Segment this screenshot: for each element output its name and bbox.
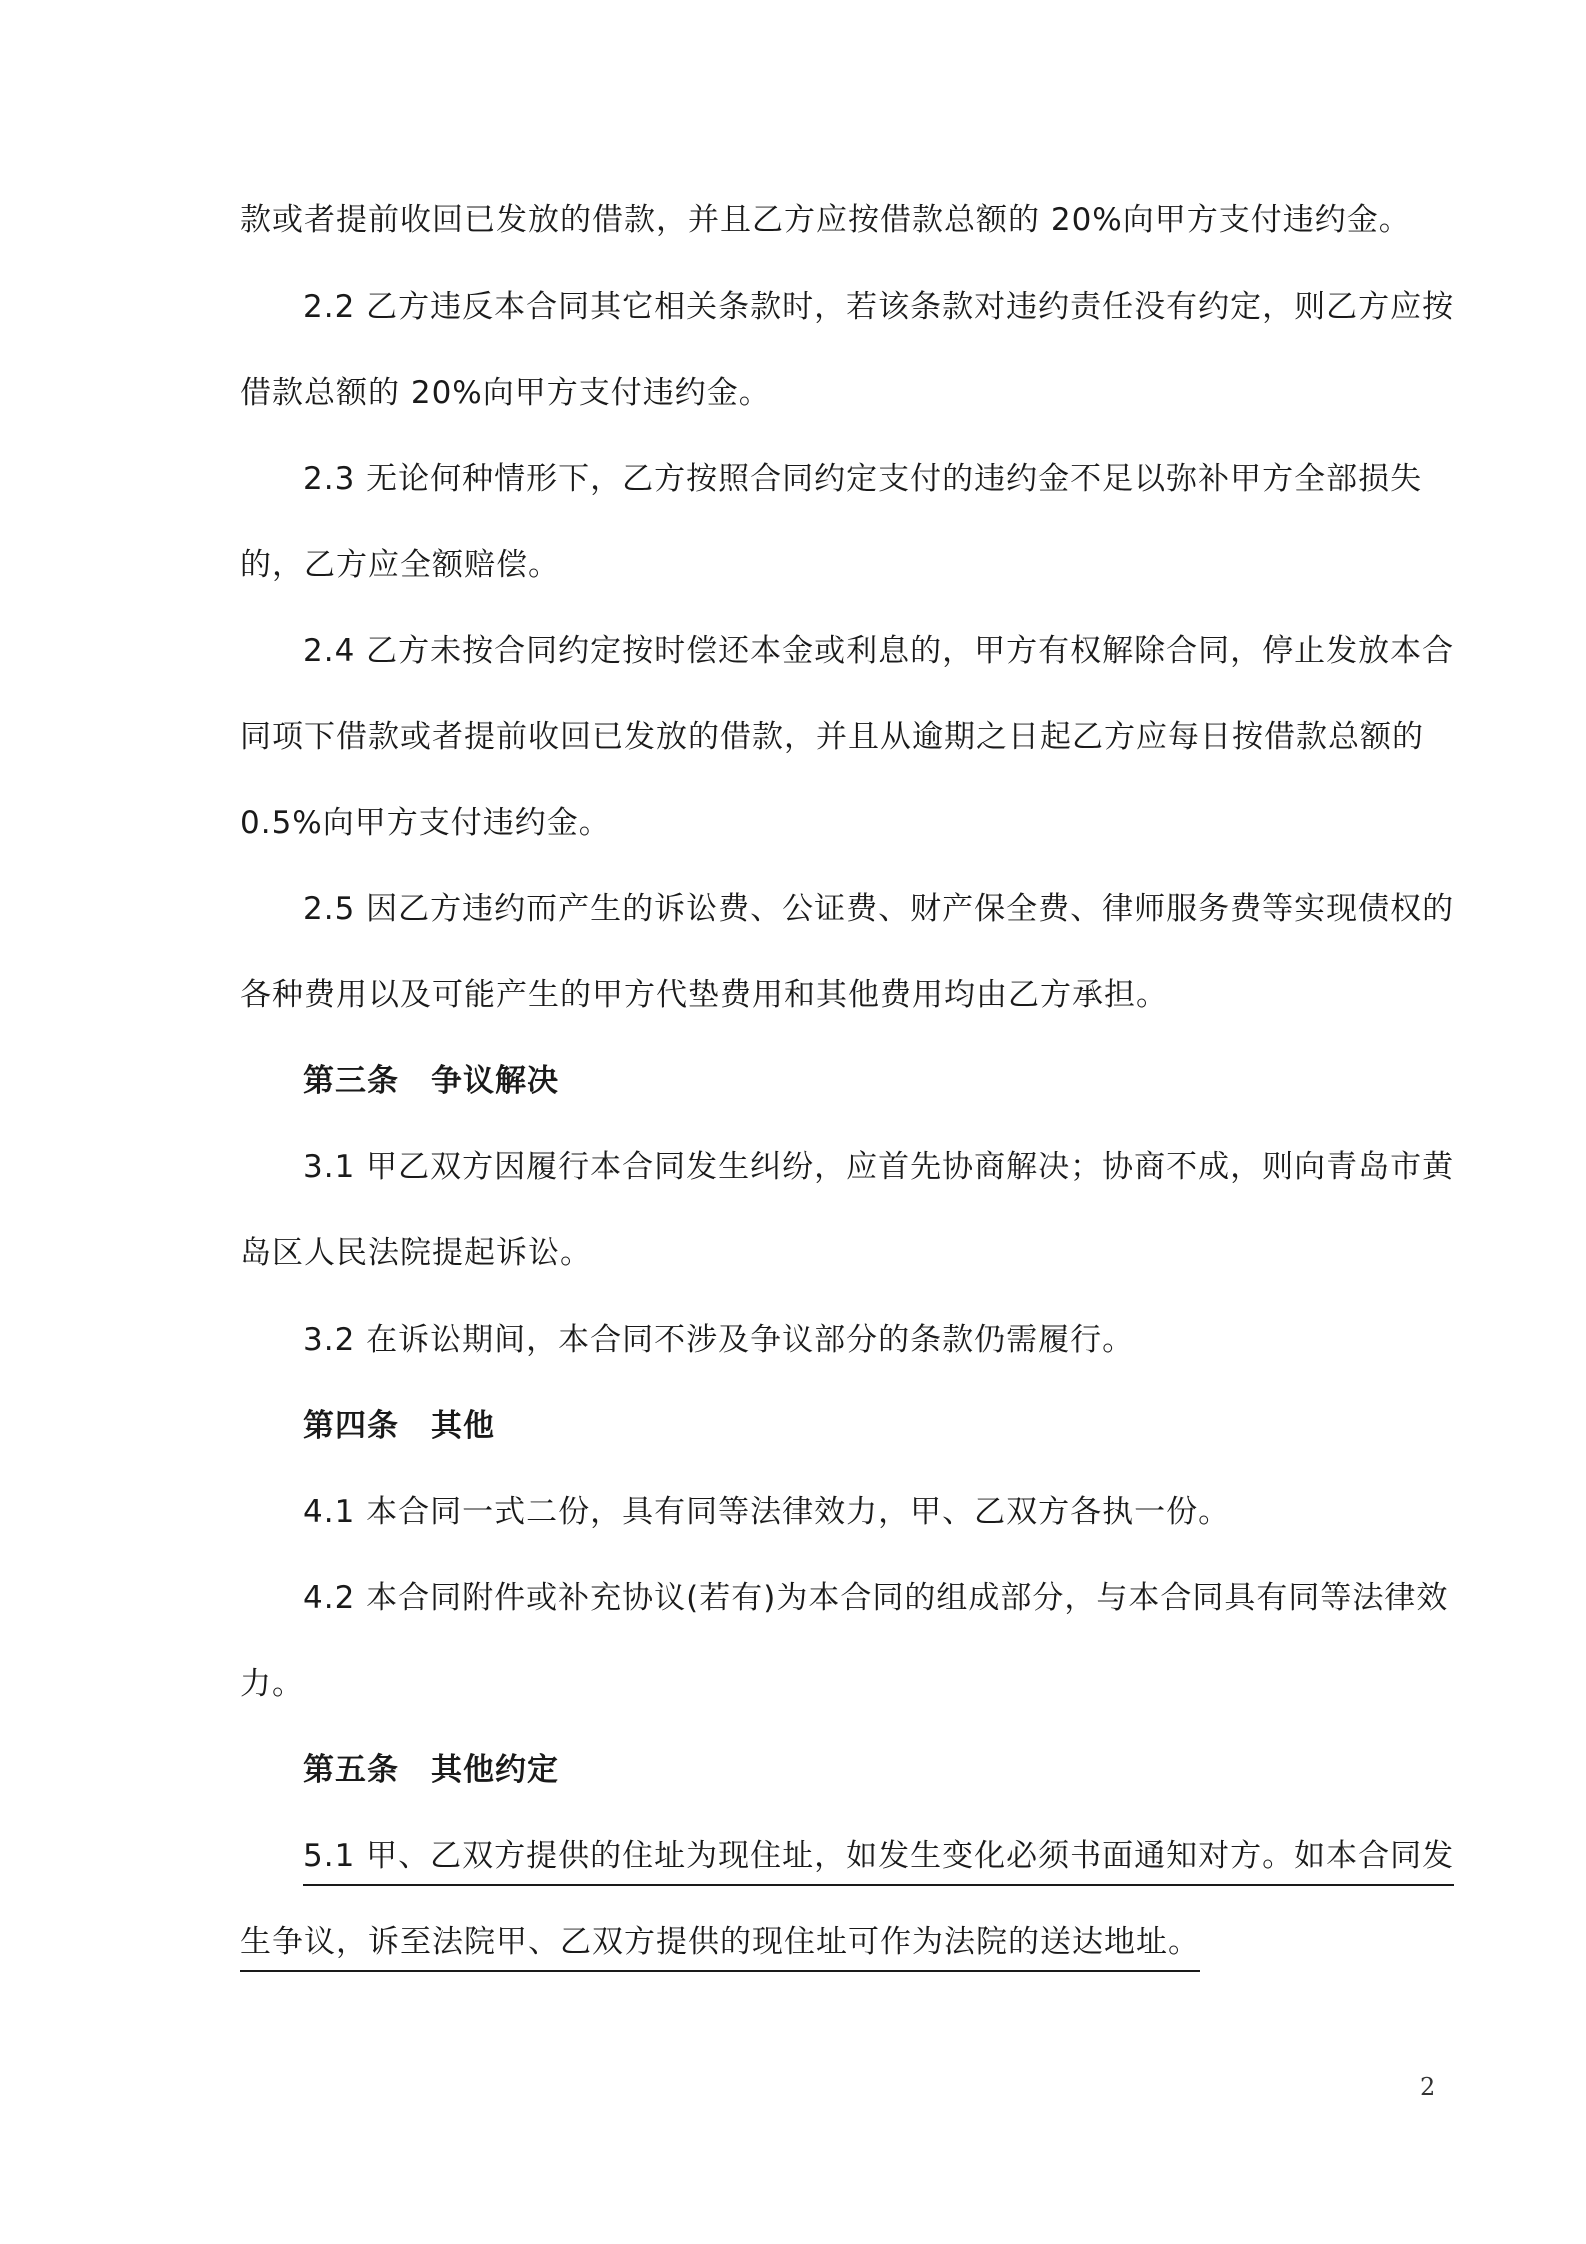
clause-2-3-line-1: 2.3 无论何种情形下，乙方按照合同约定支付的违约金不足以弥补甲方全部损失 xyxy=(303,461,1423,497)
clause-2-5-line-1: 2.5 因乙方违约而产生的诉讼费、公证费、财产保全费、律师服务费等实现债权的 xyxy=(303,891,1455,927)
clause-3-1-line-2: 岛区人民法院提起诉讼。 xyxy=(240,1235,592,1271)
clause-2-2-line-1: 2.2 乙方违反本合同其它相关条款时，若该条款对违约责任没有约定，则乙方应按 xyxy=(303,289,1455,325)
clause-2-2-line-2: 借款总额的 20%向甲方支付违约金。 xyxy=(240,375,771,411)
clause-2-5-line-2: 各种费用以及可能产生的甲方代垫费用和其他费用均由乙方承担。 xyxy=(240,977,1168,1013)
clause-2-4-line-1: 2.4 乙方未按合同约定按时偿还本金或利息的，甲方有权解除合同，停止发放本合 xyxy=(303,633,1455,669)
clause-4-2-line-2: 力。 xyxy=(240,1666,304,1702)
clause-2-3-line-2: 的，乙方应全额赔偿。 xyxy=(240,547,560,583)
clause-2-4-line-3: 0.5%向甲方支付违约金。 xyxy=(240,805,611,841)
article-5-heading: 第五条 其他约定 xyxy=(303,1752,559,1788)
clause-3-2-line-1: 3.2 在诉讼期间，本合同不涉及争议部分的条款仍需履行。 xyxy=(303,1322,1135,1358)
page-number: 2 xyxy=(1420,2073,1436,2101)
clause-4-1-line-1: 4.1 本合同一式二份，具有同等法律效力，甲、乙双方各执一份。 xyxy=(303,1494,1231,1530)
clause-2-4-line-2: 同项下借款或者提前收回已发放的借款，并且从逾期之日起乙方应每日按借款总额的 xyxy=(240,719,1424,755)
article-3-heading: 第三条 争议解决 xyxy=(303,1063,559,1099)
clause-5-1-line-1: 5.1 甲、乙双方提供的住址为现住址，如发生变化必须书面通知对方。如本合同发 xyxy=(303,1834,1454,1886)
text-line-1: 款或者提前收回已发放的借款，并且乙方应按借款总额的 20%向甲方支付违约金。 xyxy=(240,202,1411,238)
article-4-heading: 第四条 其他 xyxy=(303,1408,495,1444)
clause-3-1-line-1: 3.1 甲乙双方因履行本合同发生纠纷，应首先协商解决；协商不成，则向青岛市黄 xyxy=(303,1149,1455,1185)
clause-4-2-line-1: 4.2 本合同附件或补充协议(若有)为本合同的组成部分，与本合同具有同等法律效 xyxy=(303,1580,1449,1616)
clause-5-1-line-2: 生争议，诉至法院甲、乙双方提供的现住址可作为法院的送达地址。 xyxy=(240,1920,1200,1972)
